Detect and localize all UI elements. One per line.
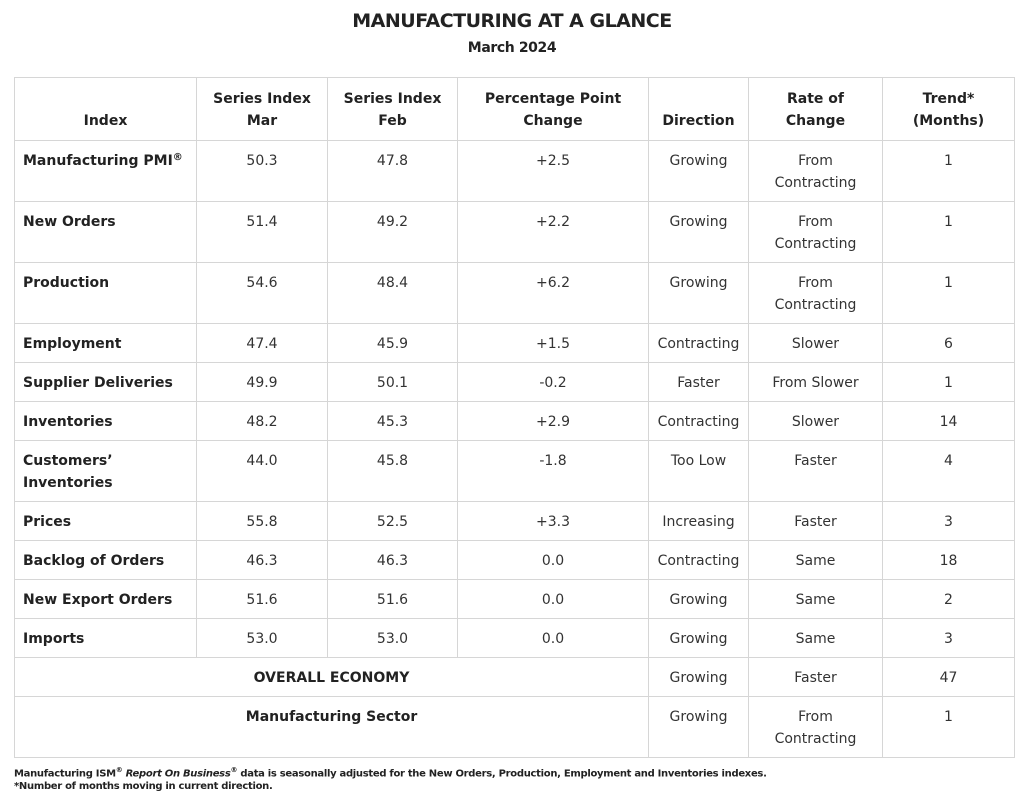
cell-trend: 2: [883, 580, 1015, 619]
table-row: [15, 502, 1015, 541]
table-row: [15, 263, 1015, 324]
cell-trend: 3: [883, 619, 1015, 658]
cell-index: Supplier Deliveries: [15, 363, 197, 402]
col-header-direction: Direction: [649, 78, 749, 141]
page-subtitle: March 2024: [467, 40, 557, 56]
cell-direction: Growing: [649, 619, 749, 658]
cell-mar: 44.0: [197, 441, 328, 502]
cell-feb: 50.1: [328, 363, 458, 402]
col-header-rate: Rate of Change: [749, 78, 883, 141]
table-row: [15, 202, 1015, 263]
cell-trend: 1: [883, 697, 1015, 758]
cell-change: +1.5: [458, 324, 649, 363]
table-row: [15, 441, 1015, 502]
cell-trend: 1: [883, 141, 1015, 202]
summary-label: Manufacturing Sector: [15, 697, 649, 758]
cell-index: Inventories: [15, 402, 197, 441]
cell-change: -0.2: [458, 363, 649, 402]
cell-index: Customers’ Inventories: [15, 441, 197, 502]
table-row: [15, 402, 1015, 441]
cell-trend: 6: [883, 324, 1015, 363]
cell-feb: 52.5: [328, 502, 458, 541]
cell-direction: Growing: [649, 141, 749, 202]
cell-change: +2.9: [458, 402, 649, 441]
cell-index: Prices: [15, 502, 197, 541]
col-header-change: Percentage Point Change: [458, 78, 649, 141]
summary-row: [15, 658, 1015, 697]
cell-rate: Slower: [749, 402, 883, 441]
cell-feb: 48.4: [328, 263, 458, 324]
cell-feb: 47.8: [328, 141, 458, 202]
cell-direction: Faster: [649, 363, 749, 402]
table-row: [15, 619, 1015, 658]
table-row: [15, 141, 1015, 202]
cell-change: 0.0: [458, 541, 649, 580]
cell-change: +6.2: [458, 263, 649, 324]
cell-change: +3.3: [458, 502, 649, 541]
cell-direction: Growing: [649, 202, 749, 263]
cell-mar: 51.6: [197, 580, 328, 619]
cell-feb: 51.6: [328, 580, 458, 619]
col-header-index: Index: [15, 78, 197, 141]
col-header-feb: Series Index Feb: [328, 78, 458, 141]
cell-feb: 45.9: [328, 324, 458, 363]
cell-feb: 46.3: [328, 541, 458, 580]
cell-trend: 18: [883, 541, 1015, 580]
cell-feb: 49.2: [328, 202, 458, 263]
cell-index: Imports: [15, 619, 197, 658]
cell-rate: Slower: [749, 324, 883, 363]
cell-rate: Same: [749, 580, 883, 619]
cell-direction: Contracting: [649, 541, 749, 580]
cell-rate: From Contracting: [749, 263, 883, 324]
cell-index: New Export Orders: [15, 580, 197, 619]
col-header-mar: Series Index Mar: [197, 78, 328, 141]
cell-index: Backlog of Orders: [15, 541, 197, 580]
cell-mar: 55.8: [197, 502, 328, 541]
cell-feb: 45.8: [328, 441, 458, 502]
manufacturing-table: [14, 77, 1015, 758]
page-title: MANUFACTURING AT A GLANCE: [352, 10, 672, 32]
footnote-trend: *Number of months moving in current direction.: [14, 781, 273, 792]
cell-mar: 47.4: [197, 324, 328, 363]
cell-trend: 1: [883, 263, 1015, 324]
cell-change: +2.2: [458, 202, 649, 263]
cell-rate: Same: [749, 541, 883, 580]
cell-trend: 47: [883, 658, 1015, 697]
cell-index: Manufacturing PMI®: [15, 141, 197, 202]
cell-rate: Faster: [749, 658, 883, 697]
cell-rate: Same: [749, 619, 883, 658]
cell-direction: Increasing: [649, 502, 749, 541]
cell-change: +2.5: [458, 141, 649, 202]
cell-mar: 53.0: [197, 619, 328, 658]
cell-index: Employment: [15, 324, 197, 363]
summary-label: OVERALL ECONOMY: [15, 658, 649, 697]
cell-rate: From Contracting: [749, 141, 883, 202]
cell-change: 0.0: [458, 619, 649, 658]
col-header-trend: Trend* (Months): [883, 78, 1015, 141]
table-row: [15, 363, 1015, 402]
cell-trend: 1: [883, 202, 1015, 263]
cell-direction: Contracting: [649, 402, 749, 441]
cell-direction: Growing: [649, 263, 749, 324]
cell-trend: 14: [883, 402, 1015, 441]
cell-feb: 45.3: [328, 402, 458, 441]
cell-rate: Faster: [749, 441, 883, 502]
cell-mar: 54.6: [197, 263, 328, 324]
summary-row: [15, 697, 1015, 758]
footnote-seasonal: Manufacturing ISM® Report On Business® data is seasonally adjusted for the New Orders, Production, Employment and Inventories indexes.: [14, 766, 767, 780]
cell-trend: 4: [883, 441, 1015, 502]
cell-trend: 3: [883, 502, 1015, 541]
cell-change: -1.8: [458, 441, 649, 502]
cell-mar: 49.9: [197, 363, 328, 402]
cell-mar: 48.2: [197, 402, 328, 441]
cell-change: 0.0: [458, 580, 649, 619]
cell-direction: Contracting: [649, 324, 749, 363]
cell-feb: 53.0: [328, 619, 458, 658]
cell-mar: 50.3: [197, 141, 328, 202]
cell-rate: From Contracting: [749, 202, 883, 263]
header-row: [15, 78, 1015, 141]
cell-rate: From Contracting: [749, 697, 883, 758]
cell-direction: Growing: [649, 580, 749, 619]
cell-mar: 51.4: [197, 202, 328, 263]
cell-index: New Orders: [15, 202, 197, 263]
cell-direction: Growing: [649, 697, 749, 758]
cell-direction: Too Low: [649, 441, 749, 502]
table-row: [15, 580, 1015, 619]
cell-trend: 1: [883, 363, 1015, 402]
cell-index: Production: [15, 263, 197, 324]
table-row: [15, 324, 1015, 363]
cell-rate: From Slower: [749, 363, 883, 402]
cell-mar: 46.3: [197, 541, 328, 580]
cell-direction: Growing: [649, 658, 749, 697]
cell-rate: Faster: [749, 502, 883, 541]
table-row: [15, 541, 1015, 580]
